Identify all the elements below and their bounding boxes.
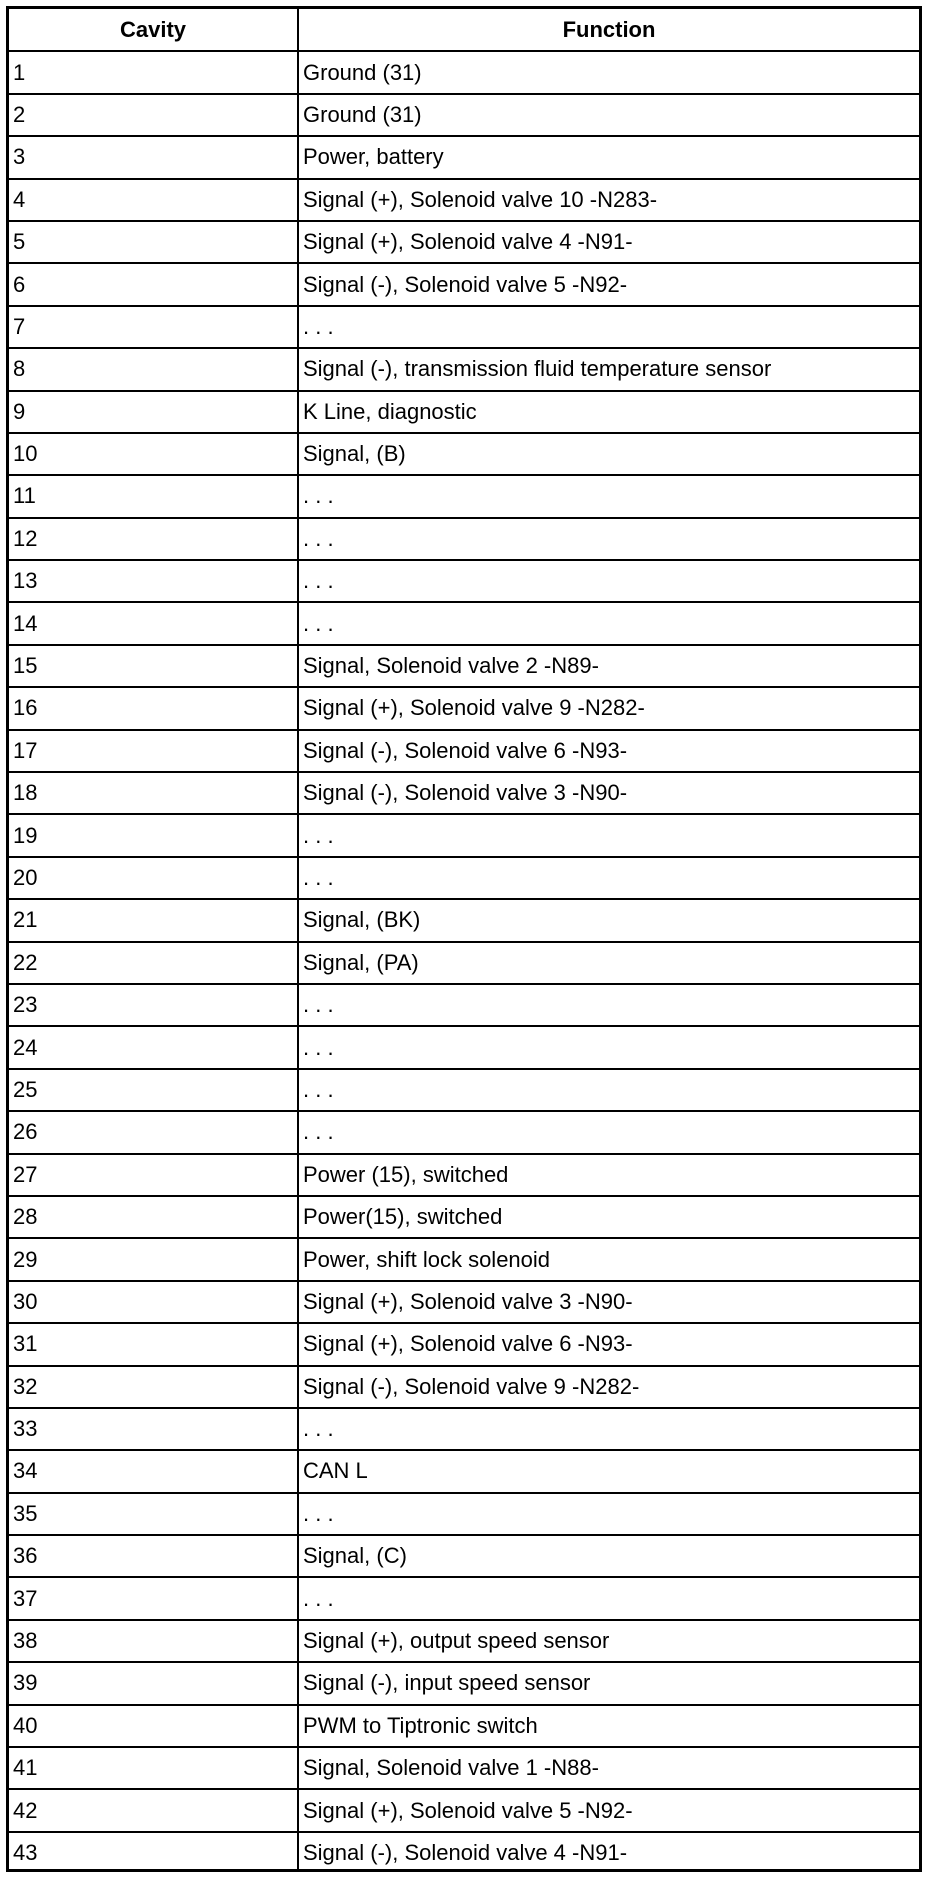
cavity-cell: 9 — [9, 391, 298, 433]
table-row — [9, 1154, 919, 1196]
function-cell: Signal, (PA) — [298, 942, 919, 984]
table-row — [9, 984, 919, 1026]
table-row — [9, 1323, 919, 1365]
cavity-function-table — [9, 9, 919, 1872]
function-cell: Signal (+), Solenoid valve 3 -N90- — [298, 1281, 919, 1323]
header-function: Function — [298, 9, 919, 51]
table-row — [9, 136, 919, 178]
table-row — [9, 1281, 919, 1323]
table-row — [9, 306, 919, 348]
table-body — [9, 51, 919, 1872]
function-cell: Signal, (BK) — [298, 899, 919, 941]
cavity-cell: 20 — [9, 857, 298, 899]
cavity-cell: 25 — [9, 1069, 298, 1111]
cavity-cell: 6 — [9, 263, 298, 305]
table-row — [9, 814, 919, 856]
table-row — [9, 263, 919, 305]
table-row — [9, 1196, 919, 1238]
cavity-cell: 13 — [9, 560, 298, 602]
cavity-cell: 29 — [9, 1238, 298, 1280]
table-row — [9, 857, 919, 899]
table-row — [9, 518, 919, 560]
cavity-cell: 15 — [9, 645, 298, 687]
table-row — [9, 1832, 919, 1872]
function-cell: Ground (31) — [298, 51, 919, 93]
cavity-cell: 35 — [9, 1493, 298, 1535]
cavity-cell: 42 — [9, 1789, 298, 1831]
cavity-cell: 30 — [9, 1281, 298, 1323]
function-cell: . . . — [298, 602, 919, 644]
cavity-cell: 1 — [9, 51, 298, 93]
function-cell: Signal (-), Solenoid valve 5 -N92- — [298, 263, 919, 305]
cavity-cell: 37 — [9, 1577, 298, 1619]
cavity-cell: 18 — [9, 772, 298, 814]
table-row — [9, 899, 919, 941]
function-cell: . . . — [298, 306, 919, 348]
function-cell: Signal (-), Solenoid valve 4 -N91- — [298, 1832, 919, 1872]
function-cell: Signal (-), Solenoid valve 9 -N282- — [298, 1366, 919, 1408]
table-row — [9, 772, 919, 814]
cavity-cell: 4 — [9, 179, 298, 221]
function-cell: PWM to Tiptronic switch — [298, 1705, 919, 1747]
cavity-cell: 19 — [9, 814, 298, 856]
function-cell: Signal (+), Solenoid valve 4 -N91- — [298, 221, 919, 263]
cavity-cell: 43 — [9, 1832, 298, 1872]
table-row — [9, 391, 919, 433]
table-row — [9, 348, 919, 390]
table-row — [9, 1577, 919, 1619]
function-cell: Power, battery — [298, 136, 919, 178]
cavity-cell: 24 — [9, 1026, 298, 1068]
function-cell: Ground (31) — [298, 94, 919, 136]
table-row — [9, 1747, 919, 1789]
function-cell: . . . — [298, 1493, 919, 1535]
function-cell: Signal (+), output speed sensor — [298, 1620, 919, 1662]
cavity-cell: 8 — [9, 348, 298, 390]
function-cell: Signal (-), input speed sensor — [298, 1662, 919, 1704]
cavity-cell: 31 — [9, 1323, 298, 1365]
table-row — [9, 1493, 919, 1535]
function-cell: . . . — [298, 1111, 919, 1153]
table-row — [9, 730, 919, 772]
table-row — [9, 560, 919, 602]
table-row — [9, 94, 919, 136]
table-row — [9, 1535, 919, 1577]
table-row — [9, 1238, 919, 1280]
function-cell: Signal (-), Solenoid valve 6 -N93- — [298, 730, 919, 772]
cavity-cell: 10 — [9, 433, 298, 475]
cavity-cell: 7 — [9, 306, 298, 348]
table-row — [9, 1366, 919, 1408]
table-row — [9, 1789, 919, 1831]
function-cell: Signal, (C) — [298, 1535, 919, 1577]
table-row — [9, 1026, 919, 1068]
cavity-cell: 11 — [9, 475, 298, 517]
cavity-cell: 14 — [9, 602, 298, 644]
function-cell: CAN L — [298, 1450, 919, 1492]
cavity-cell: 36 — [9, 1535, 298, 1577]
cavity-cell: 27 — [9, 1154, 298, 1196]
table-row — [9, 1620, 919, 1662]
cavity-cell: 3 — [9, 136, 298, 178]
function-cell: . . . — [298, 857, 919, 899]
table-row — [9, 942, 919, 984]
table-row — [9, 602, 919, 644]
cavity-cell: 12 — [9, 518, 298, 560]
header-cavity: Cavity — [9, 9, 298, 51]
function-cell: . . . — [298, 1408, 919, 1450]
table-row — [9, 1069, 919, 1111]
cavity-cell: 2 — [9, 94, 298, 136]
cavity-cell: 23 — [9, 984, 298, 1026]
function-cell: Signal (+), Solenoid valve 10 -N283- — [298, 179, 919, 221]
cavity-cell: 38 — [9, 1620, 298, 1662]
cavity-cell: 32 — [9, 1366, 298, 1408]
table-row — [9, 1450, 919, 1492]
cavity-cell: 5 — [9, 221, 298, 263]
function-cell: Power (15), switched — [298, 1154, 919, 1196]
table-row — [9, 221, 919, 263]
function-cell: Signal (+), Solenoid valve 9 -N282- — [298, 687, 919, 729]
function-cell: Signal (+), Solenoid valve 5 -N92- — [298, 1789, 919, 1831]
cavity-function-table-frame — [6, 6, 922, 1872]
cavity-cell: 26 — [9, 1111, 298, 1153]
cavity-cell: 22 — [9, 942, 298, 984]
function-cell: . . . — [298, 1069, 919, 1111]
cavity-cell: 41 — [9, 1747, 298, 1789]
function-cell: Power, shift lock solenoid — [298, 1238, 919, 1280]
function-cell: Signal (-), Solenoid valve 3 -N90- — [298, 772, 919, 814]
table-row — [9, 179, 919, 221]
function-cell: K Line, diagnostic — [298, 391, 919, 433]
cavity-cell: 28 — [9, 1196, 298, 1238]
function-cell: . . . — [298, 1577, 919, 1619]
table-row — [9, 687, 919, 729]
table-row — [9, 1662, 919, 1704]
function-cell: . . . — [298, 814, 919, 856]
table-row — [9, 645, 919, 687]
function-cell: Signal (-), transmission fluid temperature sensor — [298, 348, 919, 390]
function-cell: . . . — [298, 560, 919, 602]
function-cell: Power(15), switched — [298, 1196, 919, 1238]
cavity-cell: 34 — [9, 1450, 298, 1492]
table-row — [9, 475, 919, 517]
cavity-cell: 17 — [9, 730, 298, 772]
cavity-cell: 40 — [9, 1705, 298, 1747]
cavity-cell: 39 — [9, 1662, 298, 1704]
function-cell: . . . — [298, 518, 919, 560]
table-row — [9, 1111, 919, 1153]
cavity-cell: 21 — [9, 899, 298, 941]
function-cell: Signal, (B) — [298, 433, 919, 475]
function-cell: Signal, Solenoid valve 1 -N88- — [298, 1747, 919, 1789]
function-cell: . . . — [298, 1026, 919, 1068]
table-header-row — [9, 9, 919, 51]
table-row — [9, 51, 919, 93]
table-row — [9, 1705, 919, 1747]
cavity-cell: 33 — [9, 1408, 298, 1450]
table-row — [9, 433, 919, 475]
function-cell: Signal, Solenoid valve 2 -N89- — [298, 645, 919, 687]
function-cell: . . . — [298, 475, 919, 517]
function-cell: Signal (+), Solenoid valve 6 -N93- — [298, 1323, 919, 1365]
cavity-cell: 16 — [9, 687, 298, 729]
table-row — [9, 1408, 919, 1450]
function-cell: . . . — [298, 984, 919, 1026]
